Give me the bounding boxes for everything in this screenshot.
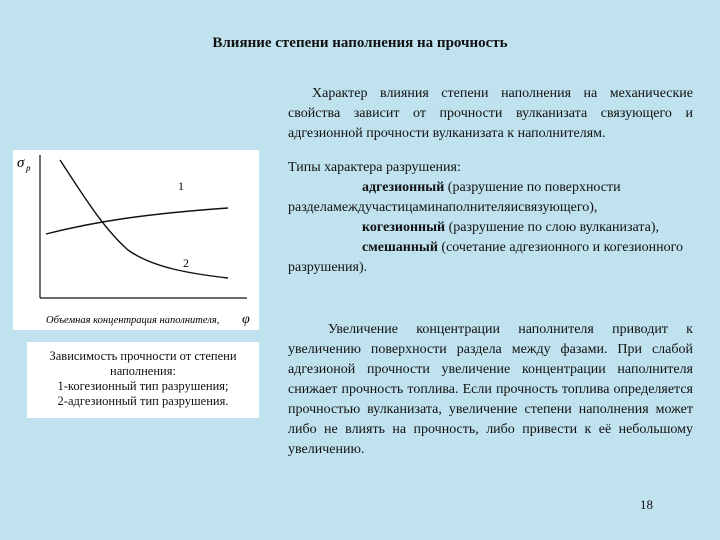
graph-svg xyxy=(13,150,259,330)
intro-text: Характер влияния степени наполнения на механические свойства зависит от прочности вулканизата связующего и адгезионной прочности вулканизата к наполнителям. xyxy=(288,86,693,141)
curve-2-adhesive xyxy=(60,160,228,278)
mixed-desc: (сочетание адгезионного и когезионного разрушения). xyxy=(288,240,683,275)
caption-line-1: Зависимость прочности от степени xyxy=(49,349,237,363)
adhesive-term: адгезионный xyxy=(362,180,445,195)
curve-2-label: 2 xyxy=(183,256,189,270)
caption-line-2: наполнения: xyxy=(110,364,176,378)
caption-line-4: 2-адгезионный тип разрушения. xyxy=(57,394,229,408)
strength-graph xyxy=(13,150,259,330)
type-adhesive xyxy=(288,178,693,218)
intro-paragraph xyxy=(288,84,693,144)
fracture-types xyxy=(288,158,693,278)
curve-1-label: 1 xyxy=(178,179,184,193)
types-heading: Типы характера разрушения: xyxy=(288,160,461,175)
y-axis-label: σ xyxy=(17,155,25,171)
x-axis-label: Объемная концентрация наполнителя, xyxy=(46,315,220,326)
slide-title: Влияние степени наполнения на прочность xyxy=(212,35,508,51)
y-axis-subscript: р xyxy=(26,163,31,173)
caption-line-3: 1-когезионный тип разрушения; xyxy=(57,379,229,393)
figure-caption xyxy=(27,342,259,418)
cohesive-desc: (разрушение по слою вулканизата), xyxy=(445,220,659,235)
mixed-term: смешанный xyxy=(362,240,438,255)
cohesive-term: когезионный xyxy=(362,220,446,235)
page-number: 18 xyxy=(640,497,653,512)
type-cohesive xyxy=(288,218,693,238)
adhesive-desc: (разрушение по поверхности разделамеждучастицаминаполнителяисвязующего), xyxy=(288,180,621,215)
type-mixed xyxy=(288,238,693,278)
x-axis-symbol: φ xyxy=(242,312,250,327)
concentration-paragraph xyxy=(288,320,693,460)
concentration-text: Увеличение концентрации наполнителя приводит к увеличению поверхности раздела между фазами. При слабой адгезионой прочности увеличение концентрации наполнителя снижает прочность топлива. Если прочность топлива определяется прочностью вулканизата, увеличение степени наполнения может либо не влиять на прочность, либо привести к её небольшому увеличению. xyxy=(288,322,693,457)
curve-1-cohesive xyxy=(46,208,228,234)
